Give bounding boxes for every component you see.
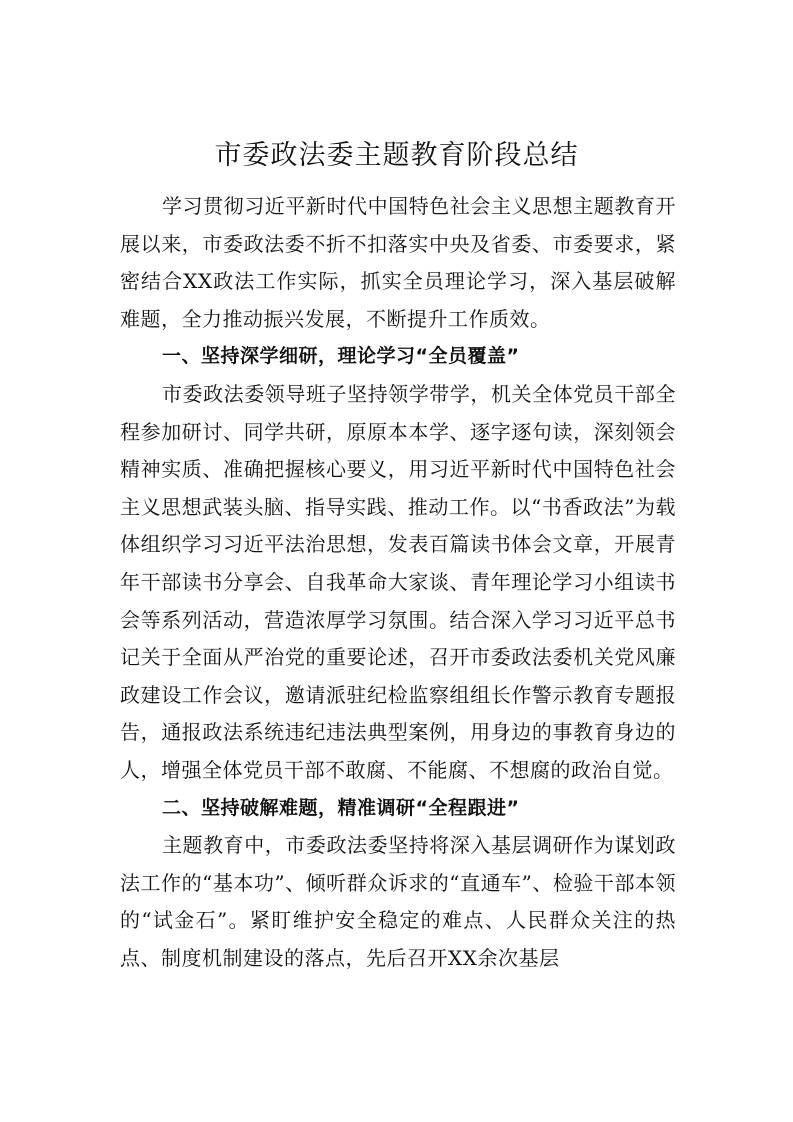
document-title: 市委政法委主题教育阶段总结 bbox=[214, 140, 579, 171]
section-1-paragraph: 市委政法委领导班子坚持领学带学，机关全体党员干部全程参加研讨、同学共研，原原本本学、逐字逐句读，深刻领会精神实质、准确把握核心要义，用习近平新时代中国特色社会主义思想武装头脑、指导实践、推动工作。以“书香政法”为载体组织学习习近平法治思想，发表百篇读书体会文章，开展青年干部读书分享会、自我革命大家谈、青年理论学习小组读书会等系列活动，营造浓厚学习氛围。结合深入学习习近平总书记关于全面从严治党的重要论述，召开市委政法委机关党风廉政建设工作会议，邀请派驻纪检监察组组长作警示教育专题报告，通报政法系统违纪违法典型案例，用身边的事教育身边的人，增强全体党员干部不敢腐、不能腐、不想腐的政治自觉。 bbox=[120, 381, 676, 782]
section-2-paragraph: 主题教育中，市委政法委坚持将深入基层调研作为谋划政法工作的“基本功”、倾听群众诉求的“直通车”、检验干部本领的“试金石”。紧盯维护安全稳定的难点、人民群众关注的热点、制度机制建设的落点，先后召开XX余次基层 bbox=[120, 833, 676, 970]
section-1-heading: 一、坚持深学细研，理论学习“全员覆盖” bbox=[162, 345, 520, 368]
document-body bbox=[120, 188, 676, 977]
intro-paragraph: 学习贯彻习近平新时代中国特色社会主义思想主题教育开展以来，市委政法委不折不扣落实中央及省委、市委要求，紧密结合XX政法工作实际，抓实全员理论学习，深入基层破解难题，全力推动振兴发展，不断提升工作质效。 bbox=[120, 194, 676, 331]
section-2-heading: 二、坚持破解难题，精准调研“全程跟进” bbox=[162, 796, 520, 819]
